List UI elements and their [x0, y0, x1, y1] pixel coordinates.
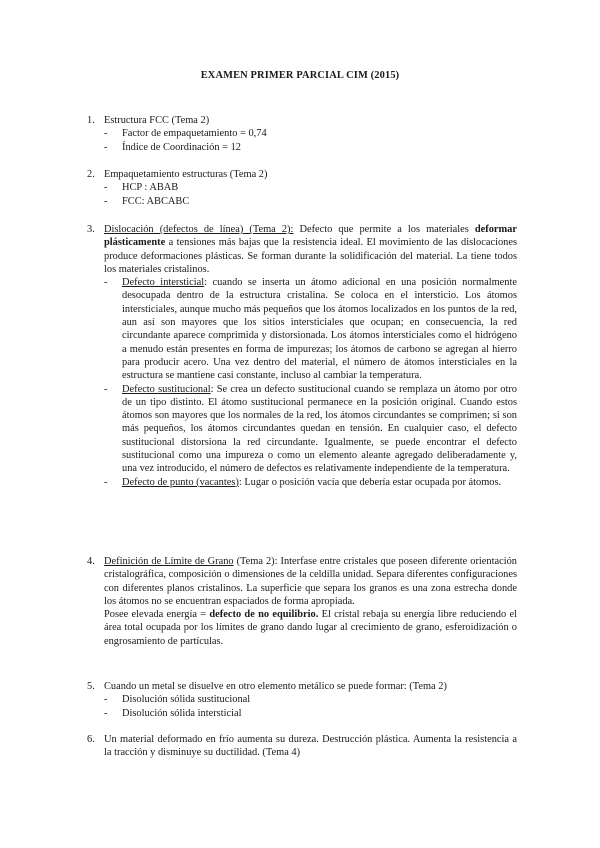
text-span: : Lugar o posición vacía que debería estar ocupada por átomos.	[238, 476, 502, 488]
term-heading: Defecto intersticial	[122, 277, 205, 289]
text-span: (Tema 2): Interfase entre cristales que poseen diferente orientación cristalográfica, composición o dimensiones de la celdilla unidad. Separa diferentes configuraciones con diferentes planos cristalinos. La superficie que separa los granos es una zona estrecha donde los átomos no se encuentran espaciados de forma apropiada.	[104, 556, 517, 607]
list-item: - Factor de empaquetamiento = 0,74	[104, 127, 517, 140]
question-text: Cuando un metal se disuelve en otro elemento metálico se puede formar: (Tema 2)	[104, 681, 447, 692]
question-number: 1.	[87, 115, 95, 126]
list-item: - Índice de Coordinación = 12	[104, 141, 517, 154]
answer-list	[104, 276, 517, 489]
term-heading: Definición de Límite de Grano	[104, 556, 234, 567]
question-5	[87, 680, 517, 720]
answer-list	[104, 181, 517, 208]
question-1	[87, 114, 517, 154]
term-heading: Defecto sustitucional	[122, 383, 211, 395]
question-number: 3.	[87, 224, 95, 235]
list-item: - FCC: ABCABC	[104, 195, 517, 208]
question-3	[87, 223, 518, 489]
answer-list	[104, 693, 517, 720]
question-number: 2.	[87, 169, 95, 180]
text-span: a tensiones más bajas que la resistencia ideal. El movimiento de las dislocaciones produce deformaciones plásticas. Se forman durante la solidificación del material. La tiene todos los materiales cristalinos.	[104, 237, 517, 275]
term-heading: Defecto de punto (vacantes)	[122, 476, 239, 488]
bold-term: deformar plásticamente	[104, 224, 517, 249]
list-item: - Disolución sólida intersticial	[104, 707, 517, 720]
text-span: Posee elevada energía =	[104, 609, 210, 621]
question-6	[87, 733, 517, 760]
question-4	[87, 555, 517, 648]
list-item	[104, 276, 517, 382]
question-text: Un material deformado en frío aumenta su dureza. Destrucción plástica. Aumenta la resistencia a la tracción y disminuye su ductilidad. (Tema 4)	[104, 734, 517, 759]
question-paragraph	[104, 608, 517, 648]
text-span: Defecto que permite a los materiales	[293, 224, 475, 235]
question-text	[104, 555, 517, 608]
question-text: Estructura FCC (Tema 2)	[104, 115, 210, 126]
list-item: - Disolución sólida sustitucional	[104, 693, 517, 706]
page-title: EXAMEN PRIMER PARCIAL CIM (2015)	[200, 70, 400, 81]
question-text: Empaquetamiento estructuras (Tema 2)	[104, 169, 268, 180]
text-span: El cristal rebaja su energía libre reduciendo el área total ocupada por los límites de grano dando lugar al crecimiento de grano, esferoidización o engrosamiento de partículas.	[104, 609, 517, 647]
list-item: - HCP : ABAB	[104, 181, 517, 194]
question-2	[87, 168, 517, 208]
list-item	[104, 476, 517, 489]
answer-list	[104, 127, 517, 154]
question-number: 6.	[87, 734, 95, 745]
term-heading: Dislocación (defectos de línea) (Tema 2):	[104, 224, 294, 235]
question-number: 5.	[87, 681, 95, 692]
text-span: : Se crea un defecto sustitucional cuando se remplaza un átomo por otro de un tipo distinto. El átomo sustitucional permanece en la posición original. Cuando estos átomos son mayores que los normales de la red, los átomos circundantes se comprimen; si son más pequeños, los átomos circundantes quedan en tensión. En cualquier caso, el defecto sustitucional distorsiona la red circundante. Igualmente, se puede encontrar el defecto sustitucional como una impureza o como un elemento aleante agregado deliberadamente y, una vez introducido, el número de defectos es relativamente independiente de la temperatura.	[122, 383, 518, 475]
question-text	[104, 223, 517, 276]
text-span: : cuando se inserta un átomo adicional en una posición normalmente desocupada dentro de la estructura cristalina. Se coloca en el intersticio. Los átomos intersticiales, aunque mucho más pequeños que los átomos localizados en los puntos de la red, aun así son mayores que los sitios intersticiales que ocupan; en consecuencia, la red circundante aparece comprimida y distorsionada. Los átomos intersticiales como el hidrógeno a menudo están presentes en forma de impurezas; los átomos de carbono se agregan al hierro para producir acero. Una vez dentro del material, el número de átomos intersticiales en la estructura se mantiene casi constante, incluso al cambiar la temperatura.	[122, 277, 517, 382]
list-item	[104, 383, 517, 476]
bold-term: defecto de no equilibrio.	[209, 609, 319, 621]
question-number: 4.	[87, 556, 95, 567]
